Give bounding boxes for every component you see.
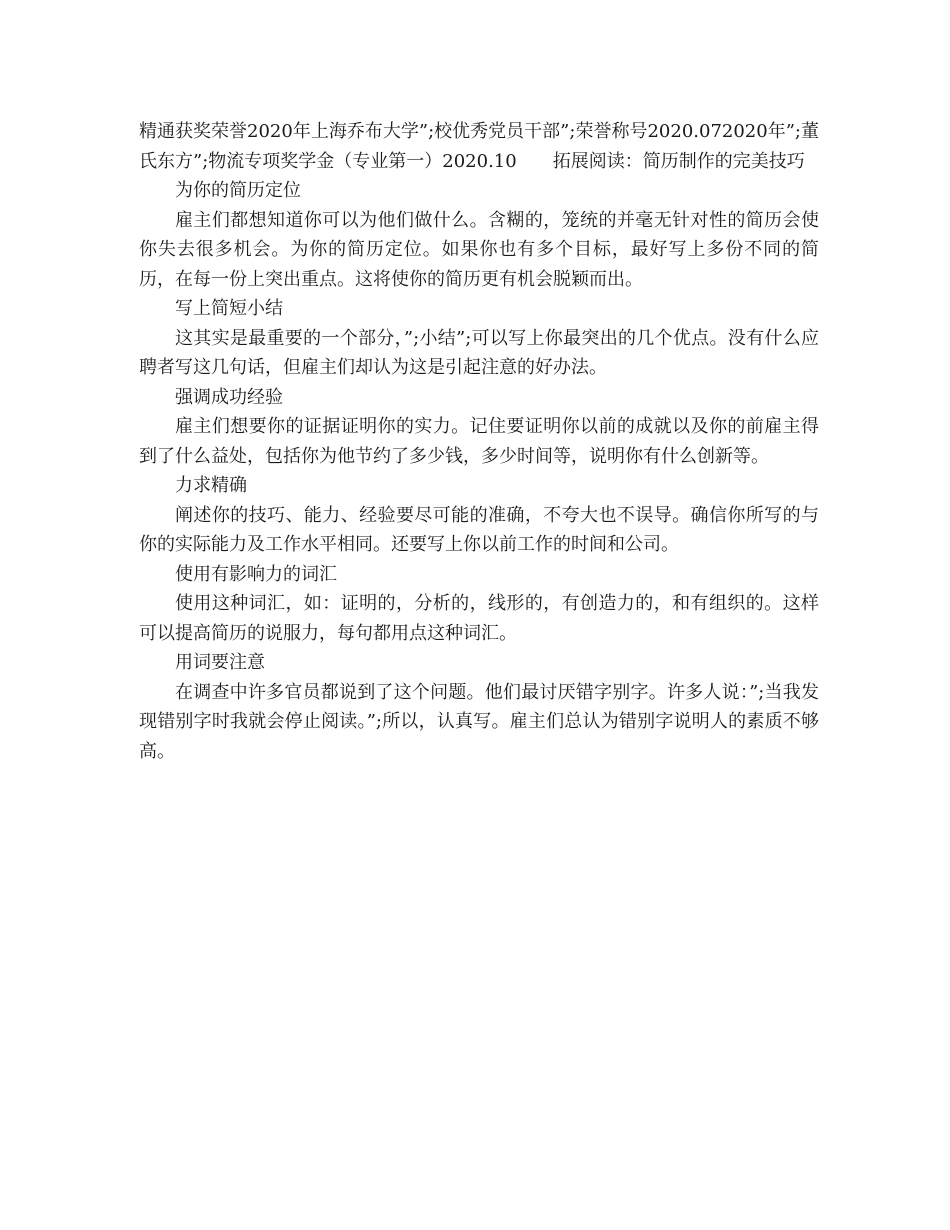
section-paragraph: 这其实是最重要的一个部分，”;小结”;可以写上你最突出的几个优点。没有什么应聘者写这几句话，但雇主们却认为这是引起注意的好办法。 <box>139 327 819 378</box>
section-heading: 使用有影响力的词汇 <box>175 563 337 585</box>
intro-paragraph: 精通获奖荣誉2020年上海乔布大学”;校优秀党员干部”;荣誉称号2020.072020年”;董氏东方”;物流专项奖学金（专业第一）2020.10 拓展阅读：简历制作的完美技巧 <box>139 121 819 172</box>
section-heading: 为你的简历定位 <box>175 180 301 201</box>
section-paragraph: 雇主们都想知道你可以为他们做什么。含糊的，笼统的并毫无针对性的简历会使你失去很多机会。为你的简历定位。如果你也有多个目标，最好写上多份不同的简历，在每一份上突出重点。这将使你的简历更有机会脱颖而出。 <box>139 209 819 290</box>
document-body <box>139 117 819 766</box>
section-heading: 力求精确 <box>175 475 247 496</box>
section-heading: 强调成功经验 <box>175 386 283 408</box>
section-heading: 用词要注意 <box>175 652 265 673</box>
section-paragraph: 使用这种词汇，如：证明的，分析的，线形的，有创造力的，和有组织的。这样可以提高简历的说服力，每句都用点这种词汇。 <box>139 593 819 644</box>
section-heading: 写上简短小结 <box>175 298 283 319</box>
section-paragraph: 在调查中许多官员都说到了这个问题。他们最讨厌错字别字。许多人说：”;当我发现错别字时我就会停止阅读。”;所以，认真写。雇主们总认为错别字说明人的素质不够高。 <box>139 681 819 762</box>
section-paragraph: 阐述你的技巧、能力、经验要尽可能的准确，不夸大也不误导。确信你所写的与你的实际能力及工作水平相同。还要写上你以前工作的时间和公司。 <box>139 504 819 555</box>
section-paragraph: 雇主们想要你的证据证明你的实力。记住要证明你以前的成就以及你的前雇主得到了什么益处，包括你为他节约了多少钱，多少时间等，说明你有什么创新等。 <box>139 416 819 467</box>
